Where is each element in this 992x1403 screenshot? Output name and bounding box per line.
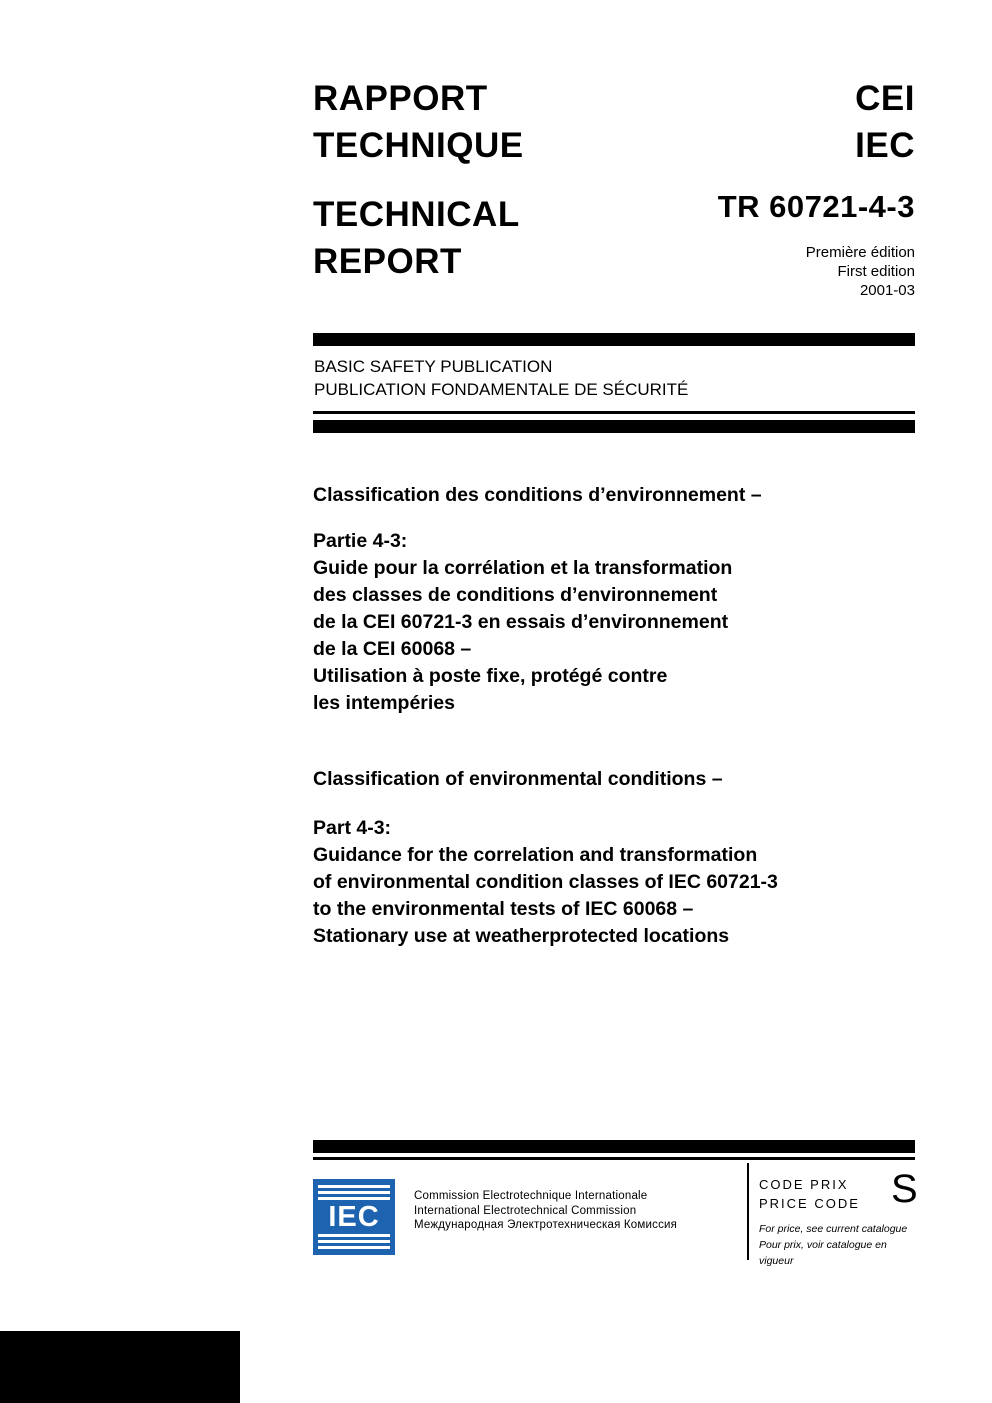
title-fr-line: de la CEI 60068 – — [313, 638, 472, 660]
doc-type-fr-line2: TECHNIQUE — [313, 126, 524, 165]
org-line-fr: Commission Electrotechnique Internationale — [414, 1190, 648, 1202]
doc-type-en-line1: TECHNICAL — [313, 195, 520, 234]
logo-stripe — [318, 1246, 390, 1249]
logo-stripe — [318, 1185, 390, 1188]
title-en-line: to the environmental tests of IEC 60068 – — [313, 898, 694, 920]
band-rule-bottom — [313, 420, 915, 433]
price-code-letter: S — [891, 1167, 918, 1211]
price-divider — [747, 1163, 749, 1260]
doc-type-en-line2: REPORT — [313, 242, 462, 281]
band-rule-thin — [313, 411, 915, 414]
title-english — [313, 766, 953, 950]
org-name-en: IEC — [855, 126, 915, 165]
safety-publication-fr: PUBLICATION FONDAMENTALE DE SÉCURITÉ — [314, 380, 689, 399]
iec-logo-stripes-top — [318, 1185, 390, 1200]
doc-type-french — [313, 75, 524, 169]
title-fr-line: les intempéries — [313, 692, 455, 714]
title-fr-line: Utilisation à poste fixe, protégé contre — [313, 665, 668, 687]
registration-mark — [0, 1331, 240, 1403]
price-note-fr: Pour prix, voir catalogue en vigueur — [759, 1239, 887, 1267]
edition-fr: Première édition — [805, 244, 915, 261]
title-fr-line: de la CEI 60721-3 en essais d’environnement — [313, 611, 729, 633]
doc-type-english — [313, 191, 524, 285]
org-name-fr: CEI — [855, 79, 915, 118]
price-label-en: PRICE CODE — [759, 1196, 860, 1211]
footer-rule-thick — [313, 1140, 915, 1153]
footer-band — [313, 1140, 915, 1160]
title-en-line: Guidance for the correlation and transformation — [313, 844, 758, 866]
edition-en: First edition — [837, 263, 915, 280]
title-en-heading: Classification of environmental conditions – — [313, 768, 723, 790]
document-reference: TR 60721-4-3 — [717, 189, 915, 224]
organization-full-names — [414, 1189, 677, 1233]
footer — [313, 1163, 918, 1273]
title-fr-line: Guide pour la corrélation et la transformation — [313, 557, 733, 579]
doc-type-fr-line1: RAPPORT — [313, 79, 488, 118]
band-rule-top — [313, 333, 915, 346]
org-line-en: International Electrotechnical Commission — [414, 1204, 637, 1217]
title-french — [313, 482, 953, 717]
logo-stripe — [318, 1197, 390, 1200]
org-line-ru: Международная Электротехническая Комиссия — [414, 1219, 678, 1231]
iec-logo-stripes-bottom — [318, 1234, 390, 1249]
price-note-en: For price, see current catalogue — [759, 1223, 908, 1235]
footer-rule-thin — [313, 1157, 915, 1160]
price-label-fr: CODE PRIX — [759, 1177, 849, 1192]
title-fr-part: Partie 4-3: — [313, 530, 408, 552]
logo-stripe — [318, 1234, 390, 1237]
title-en-line: of environmental condition classes of IEC 60721-3 — [313, 871, 778, 893]
safety-publication-en: BASIC SAFETY PUBLICATION — [314, 357, 553, 376]
title-en-line: Stationary use at weatherprotected locations — [313, 925, 730, 947]
iec-logo-text: IEC — [328, 1201, 380, 1233]
reference-block — [718, 75, 915, 300]
logo-stripe — [318, 1240, 390, 1243]
document-type-block — [313, 75, 524, 285]
safety-publication-text — [314, 355, 915, 401]
iec-logo — [313, 1179, 395, 1255]
title-fr-heading: Classification des conditions d’environnement – — [313, 484, 762, 506]
safety-publication-band — [313, 333, 915, 433]
price-notes — [759, 1221, 915, 1269]
organization-names — [718, 75, 915, 169]
logo-stripe — [318, 1191, 390, 1194]
edition-info — [718, 243, 915, 300]
edition-date: 2001-03 — [859, 282, 915, 299]
title-fr-line: des classes de conditions d’environnement — [313, 584, 718, 606]
title-en-part: Part 4-3: — [313, 817, 392, 839]
